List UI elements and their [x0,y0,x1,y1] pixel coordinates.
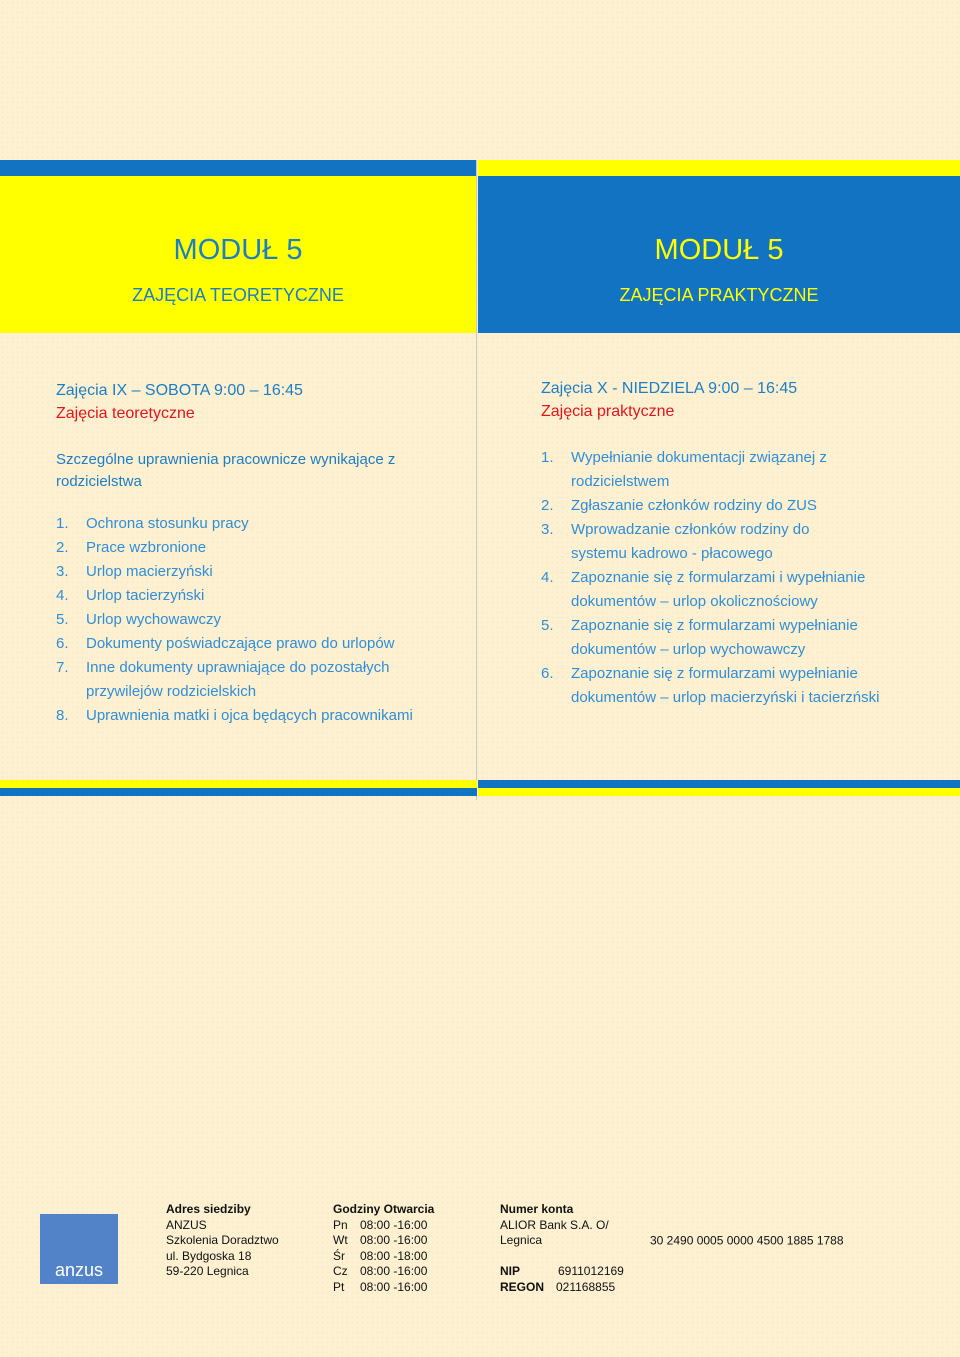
nip-row: NIP 6911012169 [500,1264,624,1278]
hours-heading: Godziny Otwarcia [333,1202,435,1216]
topic-list [56,512,436,728]
anzus-logo: anzus [40,1214,118,1284]
list-item: 6. Zapoznanie się z formularzami wypełnianie dokumentów – urlop macierzyński i tacierzński [541,665,880,706]
section-intro: Szczególne uprawnienia pracownicze wynikające z rodzicielstwa [56,451,396,490]
hours-row: Cz 08:00 -16:00 [333,1264,428,1278]
list-item: 1. Wypełnianie dokumentacji związanej z rodzicielstwem [541,449,827,490]
module-subtitle: ZAJĘCIA PRAKTYCZNE [619,285,819,305]
header-practice [478,176,960,333]
regon-row: REGON 021168855 [500,1279,616,1294]
module-title: MODUŁ 5 [173,234,303,266]
list-item: 5. Zapoznanie się z formularzami wypełnianie dokumentów – urlop wychowawczy [541,617,858,658]
hours-row: Pt 08:00 -16:00 [333,1279,428,1294]
list-item: 4. Urlop tacierzyński [56,587,205,604]
bottom-strip-right-blue [478,780,960,788]
address-line: ul. Bydgoska 18 [166,1248,252,1263]
bottom-strip-right-yellow [478,788,960,796]
address-line: 59-220 Legnica [166,1264,249,1278]
bottom-strip-left-blue [0,788,477,796]
hours-row: Śr 08:00 -18:00 [333,1248,428,1263]
topic-list [541,446,880,710]
address-line: ANZUS [166,1217,207,1232]
module-title: MODUŁ 5 [654,234,784,266]
account-heading: Numer konta [500,1202,574,1216]
list-item: 2. Prace wzbronione [56,539,207,556]
list-item: 6. Dokumenty poświadczające prawo do urlopów [56,635,395,652]
session-kind: Zajęcia teoretyczne [56,405,195,422]
list-item: 5. Urlop wychowawczy [56,611,222,628]
hours-row: Pn 08:00 -16:00 [333,1217,428,1232]
hours-row: Wt 08:00 -16:00 [333,1233,428,1247]
footer-hours [333,1202,434,1295]
header-theory [0,176,476,333]
footer-account [500,1202,844,1295]
footer-address [166,1202,279,1280]
session-kind: Zajęcia praktyczne [541,403,675,420]
list-item: 3. Urlop macierzyński [56,563,213,580]
bank-row: ALIOR Bank S.A. O/ Legnica 30 2490 0005 0000 4500 1885 1788 [500,1217,844,1247]
column-theory [0,160,477,800]
list-item: 8. Uprawnienia matki i ojca będących pracownikami [56,707,413,724]
list-item: 4. Zapoznanie się z formularzami i wypełnianie dokumentów – urlop okolicznościowy [541,569,866,610]
list-item: 2. Zgłaszanie członków rodziny do ZUS [541,497,817,514]
list-item: 3. Wprowadzanie członków rodziny do systemu kadrowo - płacowego [541,521,810,562]
list-item: 1. Ochrona stosunku pracy [56,515,249,532]
spacer [500,1249,844,1265]
address-line: Szkolenia Doradztwo [166,1233,279,1247]
bottom-strip-left-yellow [0,780,477,788]
address-heading: Adres siedziby [166,1202,251,1216]
list-item: 7. Inne dokumenty uprawniające do pozostałych przywilejów rodzicielskich [56,659,390,700]
module-subtitle: ZAJĘCIA TEORETYCZNE [132,285,344,305]
session-day: Zajęcia X - NIEDZIELA 9:00 – 16:45 [541,380,798,397]
column-practice [478,160,960,800]
session-day: Zajęcia IX – SOBOTA 9:00 – 16:45 [56,382,303,399]
